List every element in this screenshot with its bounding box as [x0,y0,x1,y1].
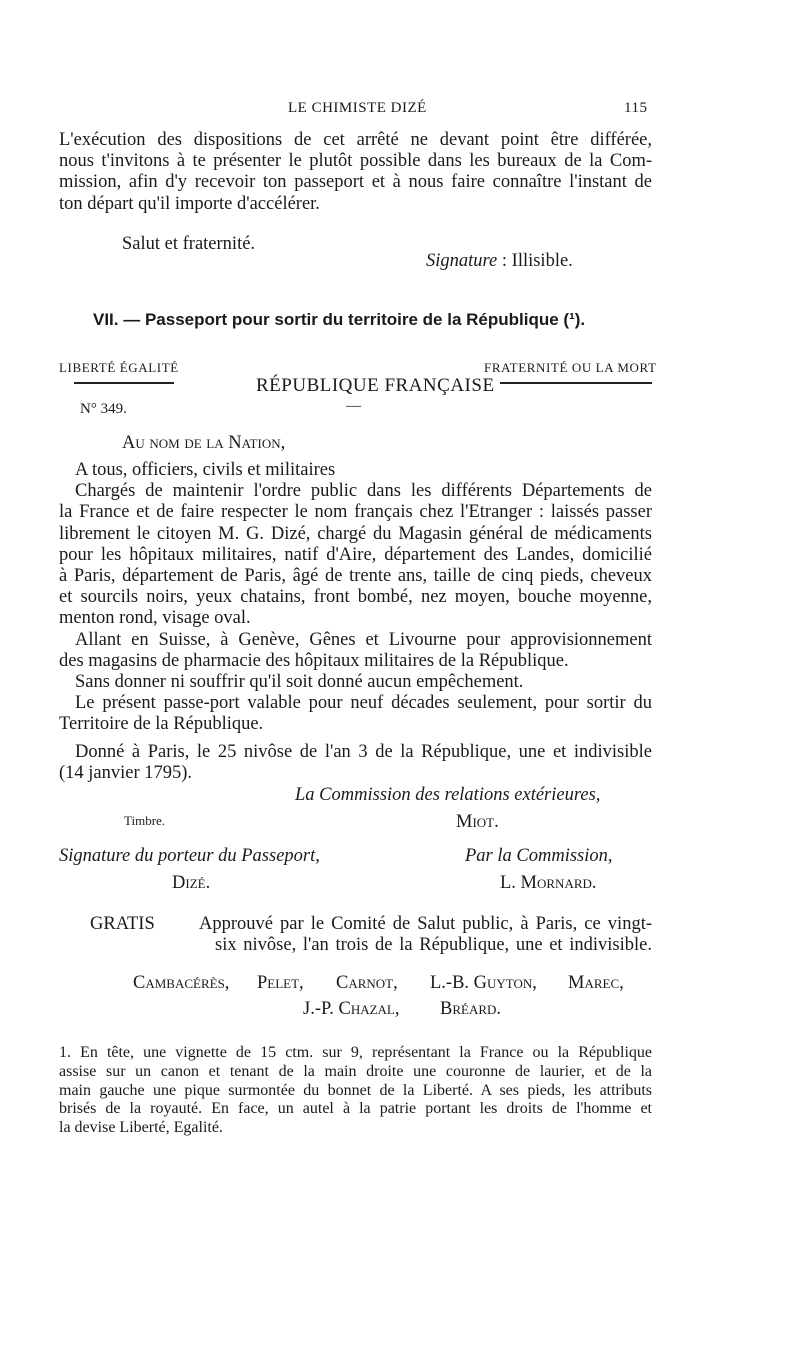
signatory: L.-B. Guyton, [430,973,537,993]
ornament-rule-right [500,382,652,384]
passport-line: pour les hôpitaux militaires, natif d'Aire, département des Landes, domicilié [59,544,652,565]
footnote-line: brisés de la royauté. En face, un autel à la patrie portant les droits de l'homme et [59,1100,652,1118]
signature-line [426,251,573,272]
ornament-rule-left [74,382,174,384]
passport-line: A tous, officiers, civils et militaires [75,460,336,480]
signatory: Cambacérès, [133,973,230,993]
mornard-signature: L. Mornard. [500,873,597,893]
au-nom-line: Au nom de la Nation, [122,433,286,453]
passport-line: la France et de faire respecter le nom français chez l'Etranger : laissés passer [59,502,652,523]
passport-line: et sourcils noirs, yeux chatains, front bombé, nez moyen, bouche moyenne, [59,587,652,608]
intro-line: ton départ qu'il importe d'accélérer. [59,193,320,214]
passport-line: à Paris, département de Paris, âgé de trente ans, taille de cinq pieds, cheveux [59,565,652,586]
miot-signature: Miot. [456,812,499,832]
page-number: 115 [624,100,648,116]
passport-text [59,460,652,735]
timbre-label: Timbre. [124,813,166,828]
passport-line: librement le citoyen M. G. Dizé, chargé du Magasin général de médicaments [59,523,652,544]
republic-heading: RÉPUBLIQUE FRANÇAISE [256,375,495,396]
signature-value: : Illisible. [497,251,573,271]
passport-number: N° 349. [80,401,127,417]
passport-line: Sans donner ni souffrir qu'il soit donné aucun empêchement. [75,671,524,692]
donne-paragraph [59,742,652,784]
donne-line: (14 janvier 1795). [59,763,193,784]
approbation-line: six nivôse, l'an trois de la République, une et indivisible. [215,935,652,956]
passport-line: des magasins de pharmacie des hôpitaux militaires de la République. [59,650,569,671]
passport-line: Chargés de maintenir l'ordre public dans les différents Départements de [75,481,652,502]
signatory: Marec, [568,973,624,993]
footnote [59,1044,652,1138]
dize-signature: Dizé. [172,873,211,893]
gratis-label: GRATIS [90,914,155,934]
signatory: Carnot, [336,973,398,993]
donne-line: Donné à Paris, le 25 nivôse de l'an 3 de la République, une et indivisible [75,742,652,762]
signatory: J.-P. Chazal, [303,999,400,1019]
footnote-line: la devise Liberté, Egalité. [59,1119,223,1137]
signatory: Bréard. [440,999,502,1019]
section-heading: VII. — Passeport pour sortir du territoire de la République (¹). [93,310,586,329]
passport-line: Territoire de la République. [59,714,264,735]
intro-line: mission, afin d'y recevoir ton passeport et à nous faire connaître l'instant de [59,172,652,193]
par-commission-label: Par la Commission, [465,846,613,866]
intro-line: L'exécution des dispositions de cet arrêté ne devant point être différée, [59,130,652,150]
signature-label: Signature [426,251,498,271]
running-header-title: LE CHIMISTE DIZÉ [288,100,427,116]
heading-dash: — [346,398,361,414]
bearer-signature-label: Signature du porteur du Passeport, [59,846,320,866]
intro-paragraph [59,130,652,215]
motto-left: LIBERTÉ ÉGALITÉ [59,360,179,375]
passport-line: Allant en Suisse, à Genève, Gênes et Livourne pour approvisionnement [75,629,652,650]
footnote-line: main gauche une pique surmontée du bonnet de la Liberté. A ses pieds, les attributs [59,1081,652,1099]
footnote-line: assise sur un canon et tenant de la main droite une couronne de laurier, et de la [59,1062,652,1080]
approbation-paragraph [199,914,652,956]
passport-line: menton rond, visage oval. [59,608,251,629]
commission-line: La Commission des relations extérieures, [295,785,601,805]
passport-line: Le présent passe-port valable pour neuf décades seulement, pour sortir du [75,693,652,714]
approbation-line: Approuvé par le Comité de Salut public, à Paris, ce vingt- [199,914,652,934]
signatory: Pelet, [257,973,304,993]
footnote-line: 1. En tête, une vignette de 15 ctm. sur 9, représentant la France ou la République [59,1044,652,1061]
motto-right: FRATERNITÉ OU LA MORT [484,360,657,375]
intro-line: nous t'invitons à te présenter le plutôt possible dans les bureaux de la Com- [59,151,652,172]
salutation: Salut et fraternité. [122,234,256,254]
